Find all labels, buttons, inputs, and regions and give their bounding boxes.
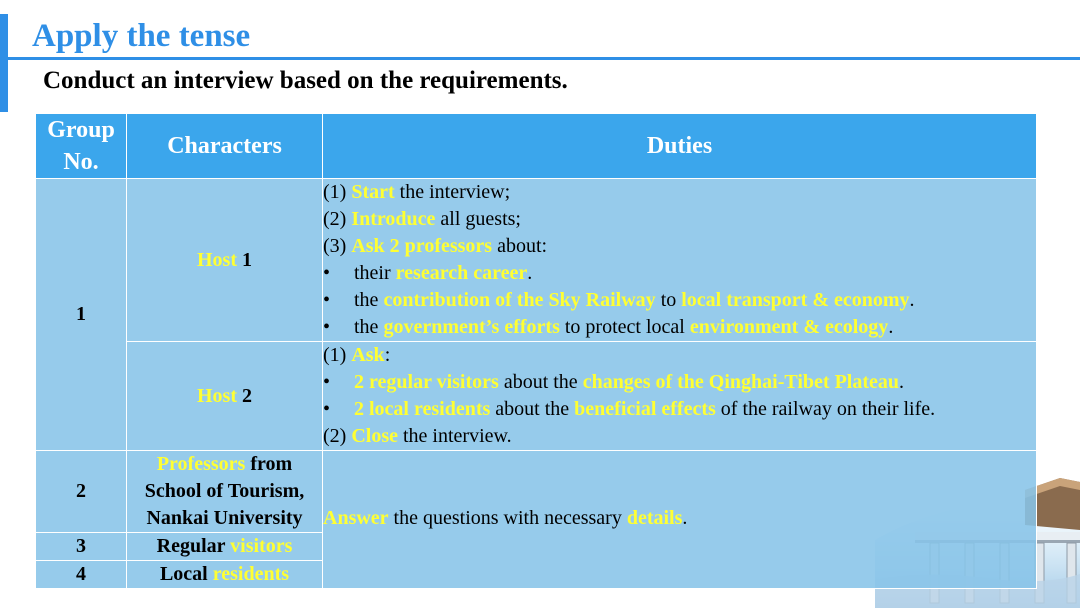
header-duties: Duties <box>323 114 1037 179</box>
title-underline <box>8 57 1080 60</box>
duty-line: (1) Ask: <box>323 344 391 366</box>
character-local-residents: Local residents <box>127 561 323 589</box>
slide-title: Apply the tense <box>32 18 251 54</box>
duty-line: (2) Close the interview. <box>323 425 512 447</box>
slide-subtitle: Conduct an interview based on the requirements. <box>43 67 568 94</box>
shared-guest-duty: Answer the questions with necessary details. <box>323 451 1037 589</box>
duty-line: (3) Ask 2 professors about: <box>323 235 548 257</box>
group-number-1: 1 <box>36 179 127 451</box>
table-header-row <box>36 114 1037 179</box>
duty-bullet-line: • the government’s efforts to protect local environment & ecology. <box>323 316 894 338</box>
duty-bullet-line: • 2 local residents about the beneficial effects of the railway on their life. <box>323 398 936 420</box>
character-host-2: Host 2 <box>127 342 323 451</box>
duty-bullet-line: • their research career. <box>323 262 533 284</box>
duty-bullet-line: • 2 regular visitors about the changes of the Qinghai-Tibet Plateau. <box>323 371 904 393</box>
title-accent-bar <box>0 14 8 112</box>
header-group-no: Group No. <box>36 114 127 179</box>
group-number-2: 2 <box>36 451 127 533</box>
duty-line: (2) Introduce all guests; <box>323 208 521 230</box>
header-characters: Characters <box>127 114 323 179</box>
interview-duties-table <box>35 113 1037 589</box>
table-row <box>36 451 1037 533</box>
group-number-3: 3 <box>36 533 127 561</box>
host-1-duties <box>323 179 1037 342</box>
table-row <box>36 179 1037 342</box>
duty-bullet-line: • the contribution of the Sky Railway to local transport & economy. <box>323 289 915 311</box>
character-professors: Professors from School of Tourism, Nankai University <box>127 451 323 533</box>
duty-line: (1) Start the interview; <box>323 181 511 203</box>
group-number-4: 4 <box>36 561 127 589</box>
character-regular-visitors: Regular visitors <box>127 533 323 561</box>
host-2-duties <box>323 342 1037 451</box>
character-host-1: Host 1 <box>127 179 323 342</box>
table-row <box>36 342 1037 451</box>
